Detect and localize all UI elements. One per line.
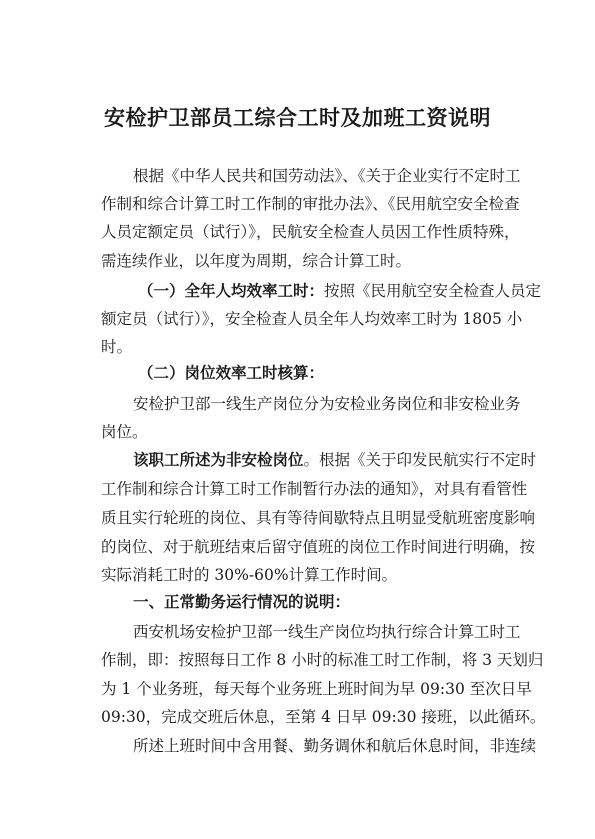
para3-text: 。根据《关于印发民航实行不定时 [303, 451, 537, 469]
section-one-line-3: 为 1 个业务班，每天每个业务班上班时间为早 09:30 至次日早 [101, 680, 532, 698]
section1-line-2: 额定员（试行）》，安全检查人员全年人均效率工时为 1805 小 [101, 310, 523, 328]
section-one-line-2: 作制，即：按照每日工作 8 小时的标准工时工作制，将 3 天划归 [101, 651, 544, 669]
section2-line-2: 岗位。 [101, 423, 148, 441]
para3-line-5: 实际消耗工时的 30%-60%计算工作时间。 [101, 566, 398, 584]
document-title: 安检护卫部员工综合工时及加班工资说明 [104, 105, 491, 130]
intro-line-2: 作制和综合计算工时工作制的审批办法》、《民用航空安全检查 [101, 195, 520, 213]
para3-line-1 [133, 449, 536, 471]
para3-line-3: 质且实行轮班的岗位、具有等待间歇特点且明显受航班密度影响 [101, 509, 536, 527]
section1-heading: （一）全年人均效率工时： [138, 281, 325, 300]
intro-line-4: 需连续作业，以年度为周期，综合计算工时。 [101, 252, 412, 270]
section1-text: 按照《民用航空安全检查人员定 [324, 282, 542, 300]
section1-line-3: 时。 [101, 338, 133, 356]
section2-line-1: 安检护卫部一线生产岗位分为安检业务岗位和非安检业务 [133, 395, 521, 413]
para3-bold-lead: 该职工所述为非安检岗位 [133, 450, 304, 469]
section1-line-1 [138, 280, 541, 302]
intro-line-3: 人员定额定员（试行）》，民航安全检查人员因工作性质特殊， [101, 223, 520, 241]
section-one-heading: 一、正常勤务运行情况的说明： [133, 592, 351, 611]
para3-line-4: 的岗位、对于航班结束后留守值班的岗位工作时间进行明确，按 [101, 538, 536, 556]
para3-line-2: 工作制和综合计算工时工作制暂行办法的通知》，对具有看管性 [101, 480, 528, 498]
section-one-line-4: 09:30，完成交班后休息，至第 4 日早 09:30 接班，以此循环。 [101, 708, 546, 726]
section-one-line-5: 所述上班时间中含用餐、勤务调休和航后休息时间，非连续 [133, 737, 537, 755]
section2-heading: （二）岗位效率工时核算： [138, 363, 325, 382]
intro-line-1: 根据《中华人民共和国劳动法》、《关于企业实行不定时工 [133, 167, 521, 185]
section-one-line-1: 西安机场安检护卫部一线生产岗位均执行综合计算工时工 [133, 623, 521, 641]
